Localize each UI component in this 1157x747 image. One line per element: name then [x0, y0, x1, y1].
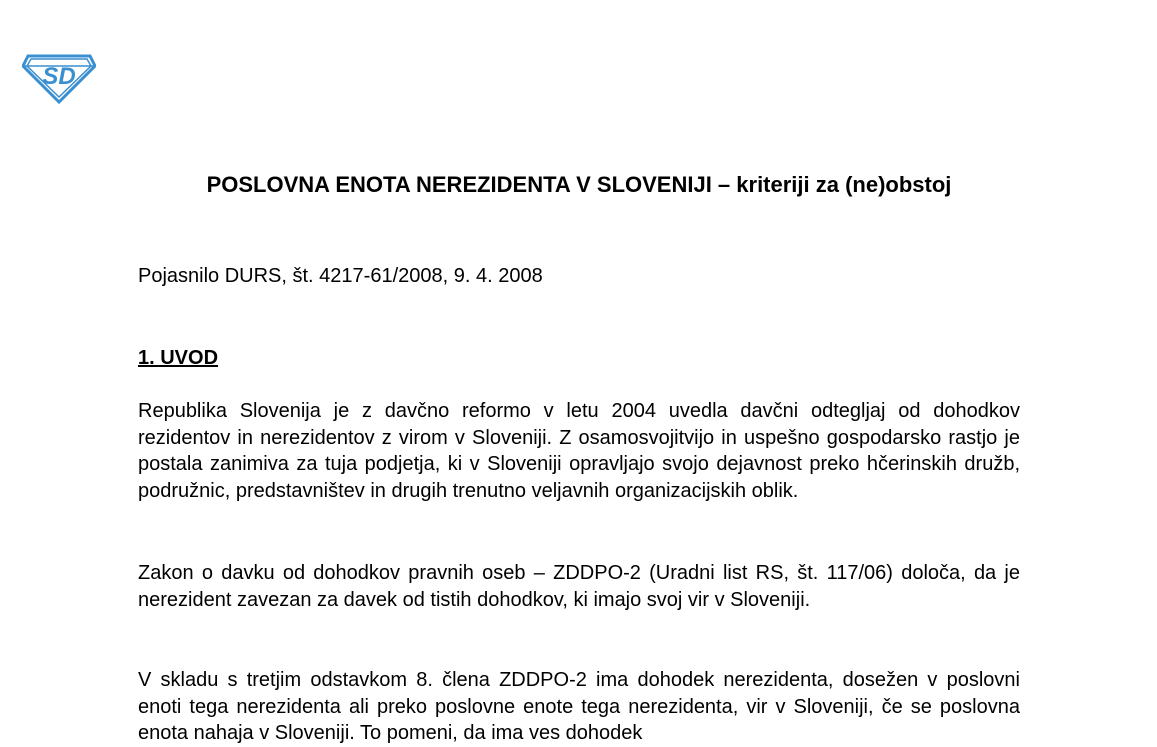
paragraph-2: Zakon o davku od dohodkov pravnih oseb – ZDDPO-2 (Uradni list RS, št. 117/06) določa, da je nerezident zavezan za davek od tistih dohodkov, ki imajo svoj vir v Sloveniji.	[138, 562, 1020, 611]
section-heading-uvod: 1. UVOD	[138, 347, 219, 369]
paragraph-3: V skladu s tretjim odstavkom 8. člena ZDDPO-2 ima dohodek nerezidenta, dosežen v poslovni enoti tega nerezidenta ali preko poslovne enote tega nerezidenta, vir v Sloveniji, če se poslovna enota nahaja v Sloveniji. To pomeni, da ima ves dohodek	[138, 669, 1020, 744]
paragraph-1: Republika Slovenija je z davčno reformo v letu 2004 uvedla davčni odtegljaj od dohodkov rezidentov in nerezidentov z virom v Sloveniji. Z osamosvojitvijo in uspešno gospodarsko rastjo je postala zanimiva za tuja podjetja, ki v Sloveniji opravljajo svojo dejavnost preko hčerinskih družb, podružnic, predstavništev in drugih trenutno veljavnih organizacijskih oblik.	[138, 400, 1020, 502]
document-title: POSLOVNA ENOTA NEREZIDENTA V SLOVENIJI – kriteriji za (ne)obstoj	[206, 172, 952, 197]
document-subtitle: Pojasnilo DURS, št. 4217-61/2008, 9. 4. 2008	[138, 265, 543, 287]
sd-logo	[22, 50, 96, 104]
logo-text: SD	[42, 63, 76, 90]
